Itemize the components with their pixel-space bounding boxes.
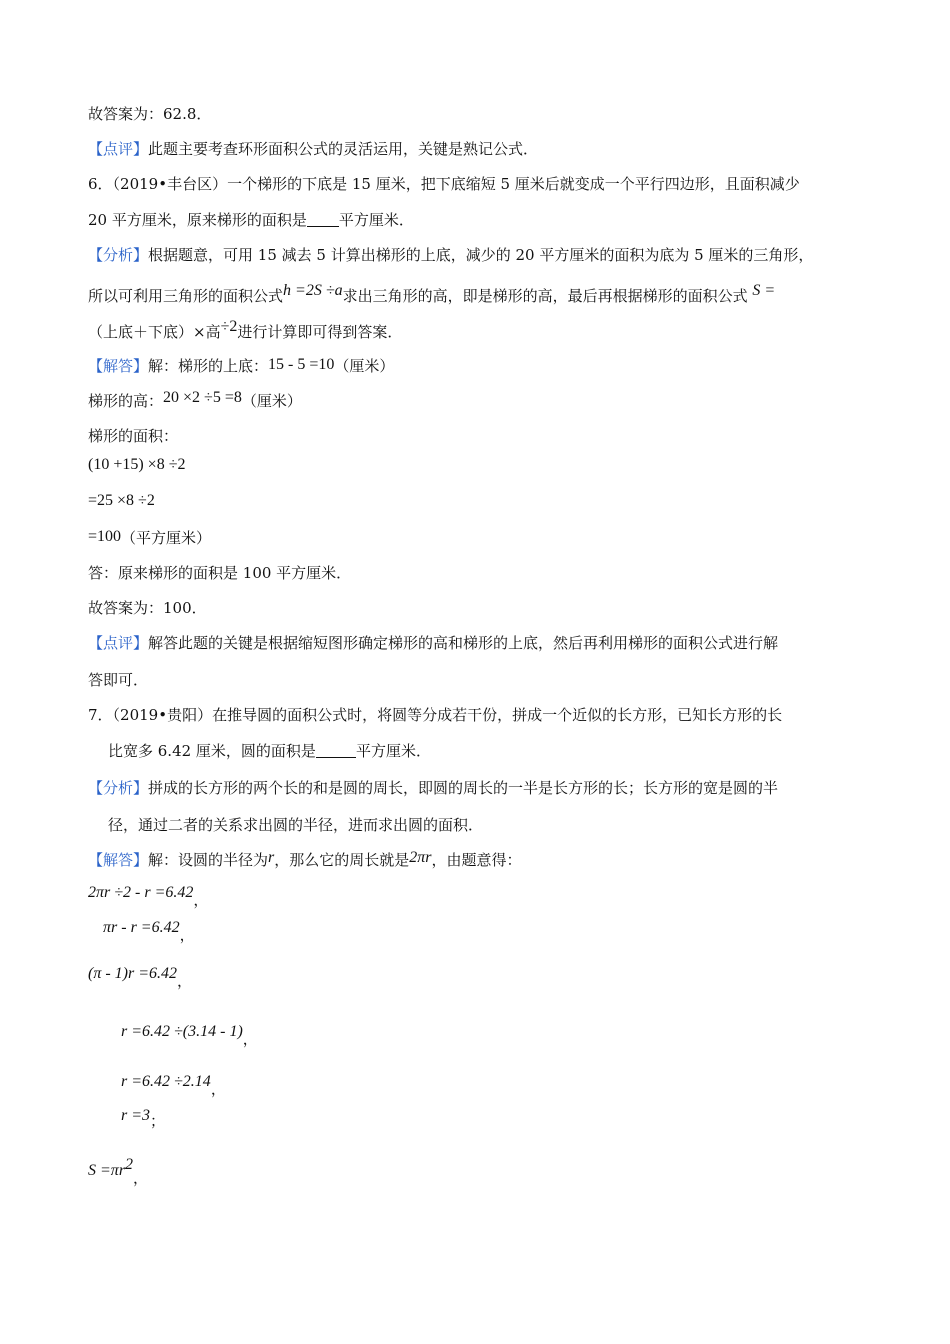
q7-stem-line2: 比宽多 6.42 厘米，圆的面积是 平方厘米． (108, 742, 431, 760)
q6-step2: =25 ×8 ÷2 (88, 492, 155, 509)
analysis-tag: 【分析】 (88, 246, 149, 264)
q6-solution-height: 梯形的高：20 ×2 ÷5 =8（厘米） (88, 389, 302, 410)
q6-step1: (10 +15) ×8 ÷2 (88, 456, 186, 473)
q7-eq4: r =6.42 ÷(3.14 - 1)， (121, 1023, 258, 1048)
comment-tag: 【点评】 (88, 140, 149, 158)
q6-comment-line1: 【点评】解答此题的关键是根据缩短图形确定梯形的高和梯形的上底，然后再利用梯形的面积公式进行解 (88, 634, 779, 652)
q6-step3: =100（平方厘米） (88, 528, 212, 547)
q6-analysis-line2: 所以可利用三角形的面积公式h =2S ÷a求出三角形的高，即是梯形的高，最后再根据梯形的面积公式 S = (88, 282, 776, 305)
answer-blank (316, 743, 356, 758)
q7-eq3: (π - 1)r =6.42， (88, 965, 193, 990)
q6-answer: 故答案为：100． (88, 599, 207, 617)
q6-reply: 答：原来梯形的面积是 100 平方厘米． (88, 564, 352, 582)
q7-eq2: πr - r =6.42， (103, 919, 195, 944)
triangle-height-formula: h =2S ÷a (283, 282, 343, 299)
q6-solution-area-label: 梯形的面积： (88, 427, 179, 445)
q7-eq1: 2πr ÷2 - r =6.42， (88, 884, 209, 909)
q6-comment-line2: 答即可． (88, 671, 149, 689)
solution-tag: 【解答】 (88, 357, 149, 375)
q7-eq5: r =6.42 ÷2.14， (121, 1073, 226, 1098)
analysis-tag: 【分析】 (88, 779, 149, 797)
q7-eq7: $S =\pi r^2$， (88, 1156, 149, 1187)
q7-stem-line1: 7．（2019•贵阳）在推导圆的面积公式时，将圆等分成若干份，拼成一个近似的长方形，已知长方形的长 (88, 706, 783, 724)
answer-blank (307, 212, 339, 227)
q6-stem-line2: 20 平方厘米，原来梯形的面积是 平方厘米． (88, 211, 414, 229)
q6-stem-line1: 6．（2019•丰台区）一个梯形的下底是 15 厘米，把下底缩短 5 厘米后就变成一个平行四边形，且面积减少 (88, 175, 800, 193)
q7-solution-intro: 【解答】解：设圆的半径为r，那么它的周长就是2πr，由题意得： (88, 849, 522, 869)
q5-answer: 故答案为：62.8． (88, 105, 212, 123)
q6-analysis-line3: （上底＋下底）×高÷2进行计算即可得到答案． (88, 318, 403, 341)
q6-analysis-line1: 【分析】根据题意，可用 15 减去 5 计算出梯形的上底，减少的 20 平方厘米的面积为底为 5 厘米的三角形， (88, 246, 814, 264)
q7-analysis-line1: 【分析】拼成的长方形的两个长的和是圆的周长，即圆的周长的一半是长方形的长；长方形的宽是圆的半 (88, 779, 779, 797)
q5-comment: 【点评】此题主要考查环形面积公式的灵活运用，关键是熟记公式． (88, 140, 539, 158)
comment-tag: 【点评】 (88, 634, 149, 652)
solution-tag: 【解答】 (88, 851, 149, 869)
q7-eq6: r =3； (121, 1107, 166, 1130)
q6-solution-top: 【解答】解：梯形的上底：15 - 5 =10（厘米） (88, 356, 395, 375)
q7-analysis-line2: 径，通过二者的关系求出圆的半径，进而求出圆的面积． (108, 816, 484, 834)
